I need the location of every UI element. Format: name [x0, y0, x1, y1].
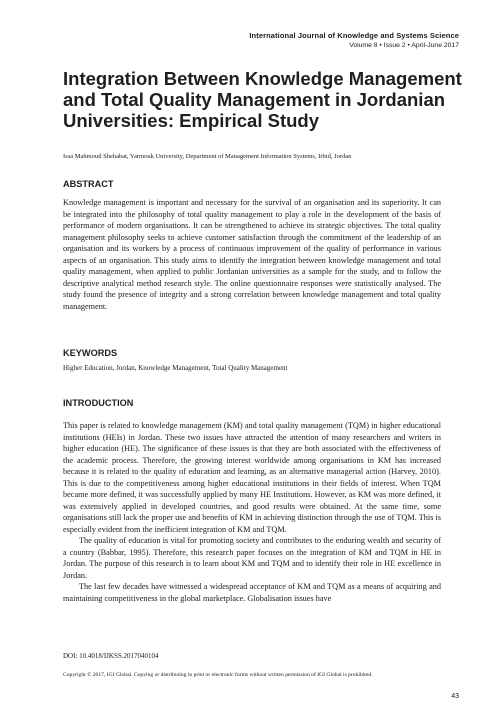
introduction-text — [63, 420, 441, 604]
abstract-text — [63, 197, 441, 312]
copyright-notice: Copyright © 2017, IGI Global. Copying or distributing in print or electronic forms without written permission of IGI Global is prohibited. — [63, 672, 373, 678]
author-affiliation: Issa Mahmoud Shehabat, Yarmouk University, Department of Management Information Systems, Irbid, Jordan — [63, 153, 352, 160]
abstract-paragraph: Knowledge management is important and necessary for the survival of an organisation and its superiority. It can be integrated into the philosophy of total quality management to play a role in the development of the basis of performance of modern organisations. It can be strengthened to achieve its strategic objectives. The total quality management philosophy seeks to achieve customer satisfaction through the commitment of the leadership of an organisation and its workers by a process of continuous improvement of the quality of performance in various aspects of an organisation. This study aims to identify the integration between knowledge management and total quality management, when applied to public Jordanian universities as a sample for the study, and to follow the descriptive analytical method research style. The online questionnaire responses were statistically analysed. The study found the presence of integrity and a strong correlation between knowledge management and total quality management. — [63, 198, 441, 311]
abstract-heading: ABSTRACT — [63, 179, 114, 189]
paper-title: Integration Between Knowledge Management and Total Quality Management in Jordanian Universities: Empirical Study — [63, 68, 462, 131]
keywords-list: Higher Education, Jordan, Knowledge Management, Total Quality Management — [63, 364, 288, 372]
journal-issue: Volume 8 • Issue 2 • April-June 2017 — [349, 42, 459, 49]
introduction-heading: INTRODUCTION — [63, 398, 134, 408]
journal-header — [249, 31, 459, 49]
page-number: 43 — [451, 693, 459, 700]
introduction-paragraph: The last few decades have witnessed a widespread acceptance of KM and TQM as a means of acquiring and maintaining competitiveness in the global marketplace. Globalisation issues have — [63, 582, 441, 603]
introduction-paragraph: The quality of education is vital for promoting society and contributes to the enduring wealth and security of a country (Babbar, 1995). Therefore, this research paper focuses on the integration of KM and TQM in HE in Jordan. The purpose of this research is to learn about KM and TQM and to identify their role in HE excellence in Jordan. — [63, 536, 441, 580]
journal-name: International Journal of Knowledge and Systems Science — [249, 31, 459, 40]
keywords-heading: KEYWORDS — [63, 348, 118, 358]
doi: DOI: 10.4018/IJKSS.2017040104 — [63, 652, 159, 660]
introduction-paragraph: This paper is related to knowledge management (KM) and total quality management (TQM) in higher educational institutions (HEIs) in Jordan. These two issues have attracted the attention of many researchers and writers in higher education (HE). The significance of these issues is that they are both associated with the effectiveness of the academic process. Therefore, the growing interest worldwide among organisations in KM has increased because it is related to the quality of education and learning, as an alternative managerial action (Harvey, 2010). This is due to the competitiveness among higher educational institutions in their fields of interest. When TQM became more defined, it was successfully applied by many HE Institutions. However, as KM was more defined, it was extensively applied in developed countries, and good results were obtained. At the same time, some organisations still lack the proper use and benefits of KM in achieving distinction through the use of TQM. This is especially evident from the inefficient integration of KM and TQM. — [63, 421, 441, 534]
